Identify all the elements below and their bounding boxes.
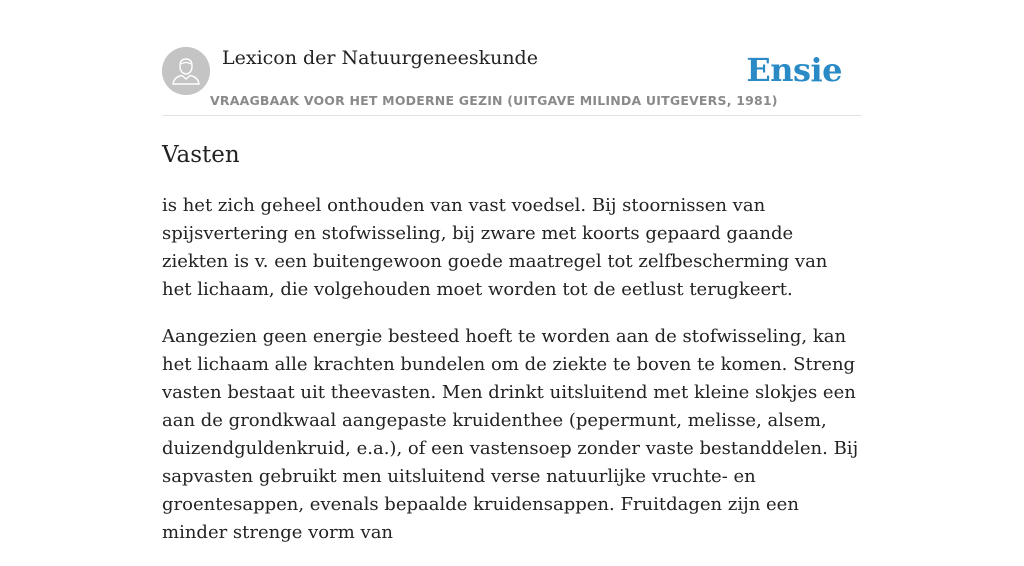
source-header	[162, 0, 862, 116]
entry-body	[162, 192, 862, 566]
paragraph: Aangezien geen energie besteed hoeft te worden aan de stofwisseling, kan het lichaam alle krachten bundelen om de ziekte te boven te komen. Streng vasten bestaat uit theevasten. Men drinkt uitsluitend met kleine slokjes een aan de grondkwaal aangepaste kruidenthee (pepermunt, melisse, alsem, duizendguldenkruid, e.a.), of een vastensoep zonder vaste bestanddelen. Bij sapvasten gebruikt men uitsluitend verse natuurlijke vruchte- en groentesappen, evenals bepaalde kruidensappen. Fruitdagen zijn een minder strenge vorm van	[162, 326, 859, 543]
avatar[interactable]	[162, 47, 210, 95]
content-container	[162, 0, 862, 543]
paragraph: is het zich geheel onthouden van vast voedsel. Bij stoornissen van spijsvertering en stofwisseling, bij zware met koorts gepaard gaande ziekten is v. een buitengewoon goede maatregel tot zelfbescherming van het lichaam, die volgehouden moet worden tot de eetlust terugkeert.	[162, 195, 828, 300]
source-subtitle: VRAAGBAAK VOOR HET MODERNE GEZIN (UITGAVE MILINDA UITGEVERS, 1981)	[210, 93, 778, 108]
brand-logo[interactable]: Ensie	[746, 51, 842, 89]
user-icon	[162, 47, 210, 95]
source-title[interactable]: Lexicon der Natuurgeneeskunde	[222, 47, 538, 69]
entry-title: Vasten	[162, 142, 240, 168]
